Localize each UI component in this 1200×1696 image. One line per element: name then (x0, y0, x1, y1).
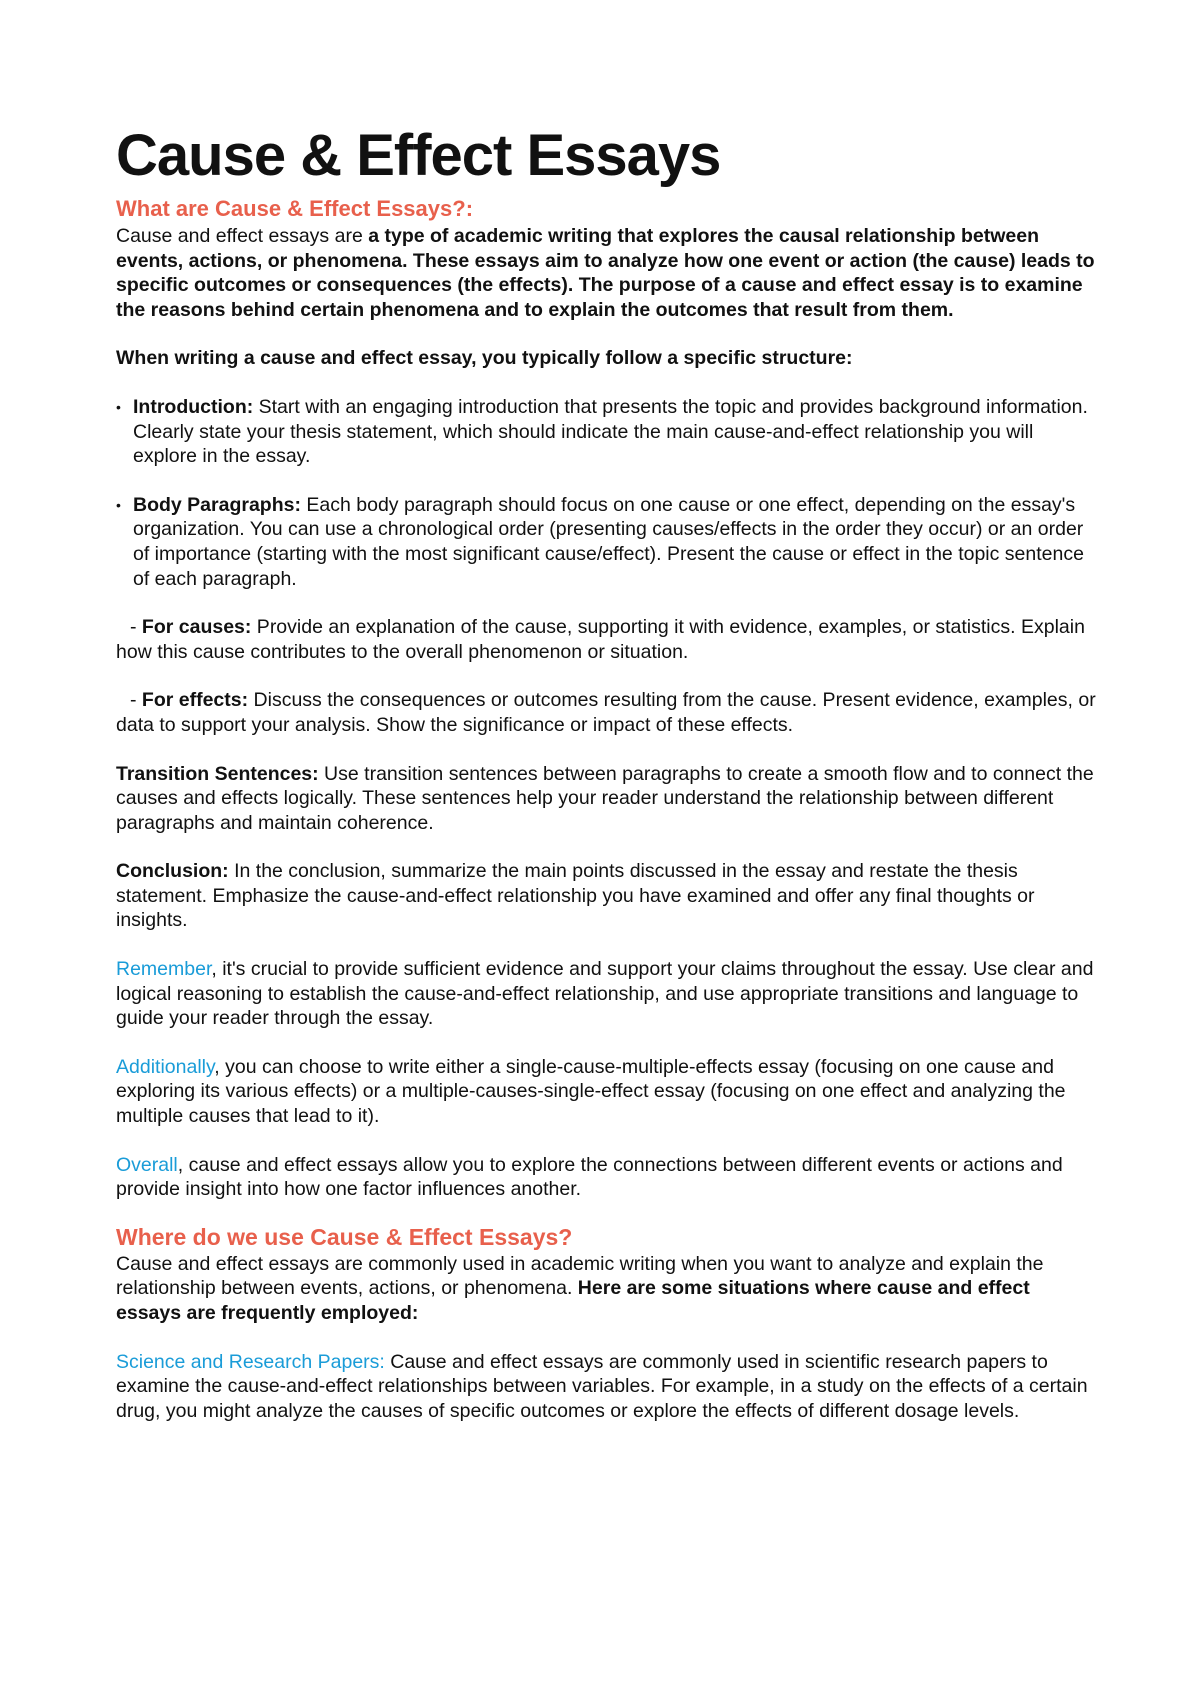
usage-intro-plain: Cause and effect essays are commonly used in academic writing when you want to analyze and explain the relationship between events, actions, or phenomena. (116, 1252, 1044, 1300)
remember-paragraph (116, 957, 1096, 1031)
effects-label: For effects: (141, 689, 249, 712)
conclusion-paragraph (116, 859, 1096, 933)
transition-label: Transition Sentences: (116, 762, 319, 785)
list-item (116, 395, 1096, 469)
bullet-label: Body Paragraphs: (133, 493, 301, 516)
additionally-paragraph (116, 1055, 1096, 1129)
overall-highlight: Overall (116, 1153, 178, 1176)
section-heading-where: Where do we use Cause & Effect Essays? (116, 1223, 573, 1250)
overall-text: , cause and effect essays allow you to explore the connections between different events or actions and provide insight into how one factor influences another. (116, 1153, 1063, 1201)
transition-text: Use transition sentences between paragraphs to create a smooth flow and to connect the causes and effects logically. These sentences help your reader understand the relationship between different paragraphs and maintain coherence. (116, 762, 1094, 834)
causes-dash: - (130, 616, 142, 639)
section-heading-what: What are Cause & Effect Essays?: (116, 196, 474, 221)
effects-text: Discuss the consequences or outcomes resulting from the cause. Present evidence, examples, or data to support your analysis. Show the significance or impact of these effects. (116, 689, 1096, 736)
science-text: Cause and effect essays are commonly used in scientific research papers to examine the cause-and-effect relationships between variables. For example, in a study on the effects of a certain drug, you might analyze the causes of specific outcomes or explore the effects of different dosage levels. (116, 1350, 1088, 1422)
bullet-text: Each body paragraph should focus on one cause or one effect, depending on the essay's organization. You can use a chronological order (presenting causes/effects in the order they occur) or an order of importance (starting with the most significant cause/effect). Present the cause or effect in the topic sentence of each paragraph. (133, 493, 1084, 590)
document-page (116, 118, 1096, 1423)
definition-paragraph (116, 224, 1096, 322)
usage-intro-paragraph (116, 1252, 1096, 1326)
transition-paragraph (116, 762, 1096, 836)
usage-intro-bold: Here are some situations where cause and effect essays are frequently employed: (116, 1277, 1030, 1324)
bullet-icon: • (116, 496, 121, 513)
bullet-label: Introduction: (133, 395, 254, 418)
causes-text: Provide an explanation of the cause, supporting it with evidence, examples, or statistics. Explain how this cause contributes to the overall phenomenon or situation. (116, 616, 1085, 663)
overall-paragraph (116, 1153, 1096, 1202)
causes-paragraph (116, 615, 1096, 664)
definition-bold: a type of academic writing that explores the causal relationship between events, actions, or phenomena. These essays aim to analyze how one event or action (the cause) leads to specific outcomes or consequences (the effects). The purpose of a cause and effect essay is to examine the reasons behind certain phenomena and to explain the outcomes that result from them. (116, 225, 1095, 321)
structure-bullet-list (116, 395, 1096, 591)
definition-plain: Cause and effect essays are (116, 225, 369, 247)
conclusion-label: Conclusion: (116, 860, 229, 883)
remember-highlight: Remember (116, 958, 212, 981)
effects-dash: - (130, 689, 142, 712)
bullet-icon: • (116, 398, 121, 415)
conclusion-text: In the conclusion, summarize the main points discussed in the essay and restate the thesis statement. Emphasize the cause-and-effect relationship you have examined and offer any final thoughts or insights. (116, 860, 1035, 932)
additionally-text: , you can choose to write either a single-cause-multiple-effects essay (focusing on one cause and exploring its various effects) or a multiple-causes-single-effect essay (focusing on one effect and analyzing the multiple causes that lead to it). (116, 1055, 1066, 1128)
structure-lead: When writing a cause and effect essay, you typically follow a specific structure: (116, 347, 853, 370)
list-item (116, 493, 1096, 591)
remember-text: , it's crucial to provide sufficient evidence and support your claims throughout the essay. Use clear and logical reasoning to establish the cause-and-effect relationship, and use appropriate transitions and language to guide your reader through the essay. (116, 958, 1094, 1030)
science-paragraph (116, 1350, 1096, 1424)
additionally-highlight: Additionally (116, 1055, 215, 1078)
page-title: Cause & Effect Essays (116, 123, 721, 188)
science-highlight: Science and Research Papers: (116, 1350, 385, 1373)
causes-label: For causes: (141, 616, 252, 639)
effects-paragraph (116, 688, 1096, 737)
bullet-text: Start with an engaging introduction that presents the topic and provides background information. Clearly state your thesis statement, which should indicate the main cause-and-effect relationship you will explore in the essay. (133, 395, 1088, 468)
